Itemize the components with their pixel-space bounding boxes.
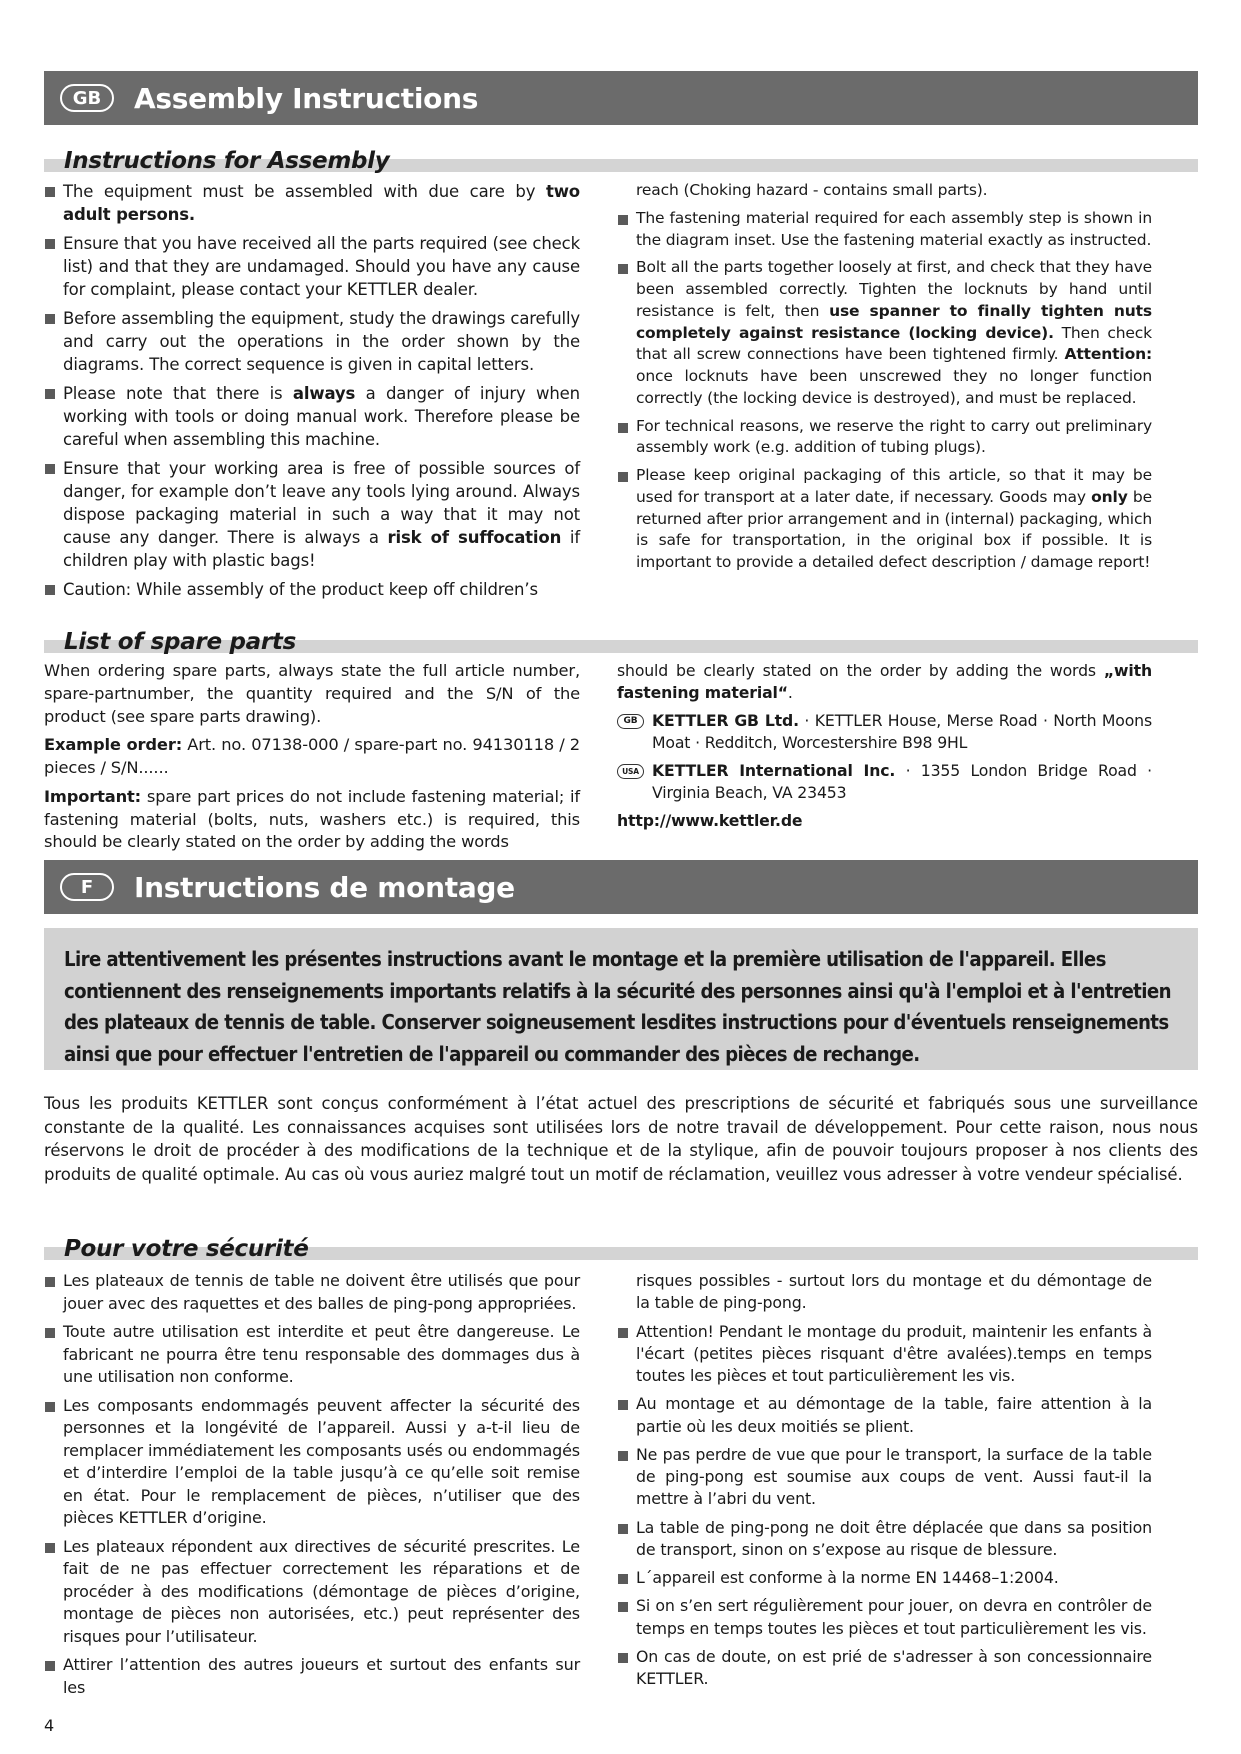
list-item: reach (Choking hazard - contains small parts). (636, 181, 988, 199)
safety-left-column (44, 1270, 580, 1705)
fr-section-title: Instructions de montage (134, 870, 515, 904)
list-item: Ensure that your working area is free of possible sources of danger, for example don’t leave any tools lying around. Always dispose packaging material in such a way that it may not cause any danger. There is always a risk of suffocation if children play with plastic bags! (44, 457, 580, 572)
fr-intro-paragraph: Tous les produits KETTLER sont conçus conformément à l’état actuel des prescriptions de sécurité et fabriqués sous une surveillance constante de la qualité. Les connaissances acquises sont utilisées lors de notre travail de développement. Pour cette raison, nous nous réservons le droit de procéder à des modifications de la technique et de la stylique, afin de pouvoir toujours proposer à nos clients des produits de qualité optimale. Au cas où vous auriez malgré tout un motif de réclamation, veuillez vous adresser à votre vendeur spécialisé. (44, 1094, 1198, 1184)
list-item: Les composants endommagés peuvent affecter la sécurité des personnes et la longévité de l’appareil. Aussi y a-t-il lieu de remplacer immédiatement les composants usés ou endommagés et d’interdire l’emploi de la table jusqu’à ce qu’elle soit remise en état. Pour le remplacement de pièces, n’utiliser que des pièces KETTLER d’origine. (44, 1395, 580, 1530)
assembly-right-column (617, 180, 1152, 580)
list-item: Les plateaux répondent aux directives de sécurité prescrites. Le fait de ne pas effectuer correctement les réparations et de procéder à des modifications (démontage de pièces d’origine, montage de pièces non autorisées, etc.) peut représenter des risques pour l’utilisateur. (44, 1536, 580, 1649)
list-item: Before assembling the equipment, study the drawings carefully and carry out the operations in the order shown by the diagrams. The correct sequence is given in capital letters. (44, 307, 580, 376)
list-item: On cas de doute, on est prié de s'adresser à son concessionnaire KETTLER. (617, 1646, 1152, 1691)
gb-section-title: Assembly Instructions (134, 81, 479, 115)
spare-parts-left-column (44, 660, 581, 852)
list-item: The fastening material required for each assembly step is shown in the diagram inset. Use the fastening material exactly as instructed. (617, 208, 1152, 252)
list-item: La table de ping-pong ne doit être déplacée que dans sa position de transport, sinon on s’expose au risque de blessure. (617, 1517, 1152, 1562)
list-item: Si on s’en sert régulièrement pour jouer, on devra en contrôler de temps en temps toutes les pièces et tout particulièrement les vis. (617, 1595, 1152, 1640)
spare-parts-intro: When ordering spare parts, always state the full article number, spare-partnumber, the quantity required and the S/N of the product (see spare parts drawing). (44, 661, 580, 726)
spare-parts-heading: List of spare parts (44, 621, 1198, 653)
usa-flag-icon: USA (617, 764, 644, 779)
list-item: Ne pas perdre de vue que pour le transport, la surface de la table de ping-pong est soumise aux coups de vent. Aussi faut-il la mettre à l’abri du vent. (617, 1444, 1152, 1511)
list-item: Please keep original packaging of this article, so that it may be used for transport at a later date, if necessary. Goods may only be returned after prior arrangement and in (internal) packaging, which is safe for transportation, in the original box if possible. It is important to provide a detailed defect description / damage report! (617, 465, 1152, 574)
gb-section-banner (44, 71, 1198, 125)
list-item: Please note that there is always a danger of injury when working with tools or doing manual work. Therefore please be careful when assembling this machine. (44, 382, 580, 451)
page-number: 4 (44, 1716, 55, 1735)
list-item: Attention! Pendant le montage du produit, maintenir les enfants à l'écart (petites pièces risquant d'être avalées).temps en temps toutes les pièces et tout particulièrement les vis. (617, 1321, 1152, 1388)
list-item: Ensure that you have received all the parts required (see check list) and that they are undamaged. Should you have any cause for complaint, please contact your KETTLER dealer. (44, 232, 580, 301)
list-item: Toute autre utilisation est interdite et peut être dangereuse. Le fabricant ne pourra être tenu responsable des dommages dus à une utilisation non conforme. (44, 1321, 580, 1389)
example-order: Example order: Art. no. 07138-000 / spare-part no. 94130118 / 2 pieces / S/N...... (44, 735, 581, 777)
important-note: Important: spare part prices do not include fastening material; if fastening material (bolts, nuts, washers etc.) is required, this should be clearly stated on the order by adding the words (44, 786, 580, 852)
assembly-left-column (44, 180, 580, 607)
list-item: Attirer l’attention des autres joueurs et surtout des enfants sur les (44, 1654, 580, 1699)
safety-heading: Pour votre sécurité (44, 1228, 1198, 1260)
list-item: L´appareil est conforme à la norme EN 14468–1:2004. (617, 1567, 1152, 1589)
important-notice-box: Lire attentivement les présentes instructions avant le montage et la première utilisation de l'appareil. Elles contiennent des renseignements importants relatifs à la sécurité des personnes ainsi qu'à l'emploi et à l'entretien des plateaux de tennis de table. Conserver soigneusement lesdites instructions pour d'éventuels renseignements ainsi que pour effectuer l'entretien de l'appareil ou commander des pièces de rechange. (44, 928, 1198, 1070)
list-item: For technical reasons, we reserve the right to carry out preliminary assembly work (e.g. addition of tubing plugs). (617, 416, 1152, 460)
list-item: Les plateaux de tennis de table ne doivent être utilisés que pour jouer avec des raquettes et des balles de ping-pong appropriées. (44, 1270, 580, 1315)
fr-section-banner (44, 860, 1198, 914)
list-item: Caution: While assembly of the product keep off children’s (44, 578, 580, 601)
address-gb: GB KETTLER GB Ltd. · KETTLER House, Merse Road · North Moons Moat · Redditch, Worcestershire B98 9HL (617, 710, 1152, 754)
list-item: The equipment must be assembled with due care by two adult persons. (44, 180, 580, 226)
assembly-heading: Instructions for Assembly (44, 140, 1198, 172)
list-item: Bolt all the parts together loosely at first, and check that they have been assembled correctly. Tighten the locknuts by hand until resistance is felt, then use spanner to finally tighten nuts completely against resistance (locking device). Then check that all screw connections have been tightened firmly. Attention: once locknuts have been unscrewed they no longer function correctly (the locking device is destroyed), and must be replaced. (617, 257, 1152, 409)
gb-language-badge: GB (60, 84, 114, 112)
address-usa: USA KETTLER International Inc. · 1355 London Bridge Road · Virginia Beach, VA 23453 (617, 760, 1152, 804)
important-note-continued: should be clearly stated on the order by adding the words „with fastening material“. (617, 661, 1152, 702)
website-link[interactable]: http://www.kettler.de (617, 811, 803, 830)
gb-flag-icon: GB (617, 714, 644, 729)
spare-parts-right-column (617, 660, 1152, 838)
list-item: Au montage et au démontage de la table, faire attention à la partie où les deux moitiés se plient. (617, 1393, 1152, 1438)
safety-right-column (617, 1270, 1152, 1696)
list-item: risques possibles - surtout lors du montage et du démontage de la table de ping-pong. (636, 1271, 1152, 1313)
fr-language-badge: F (60, 873, 114, 901)
